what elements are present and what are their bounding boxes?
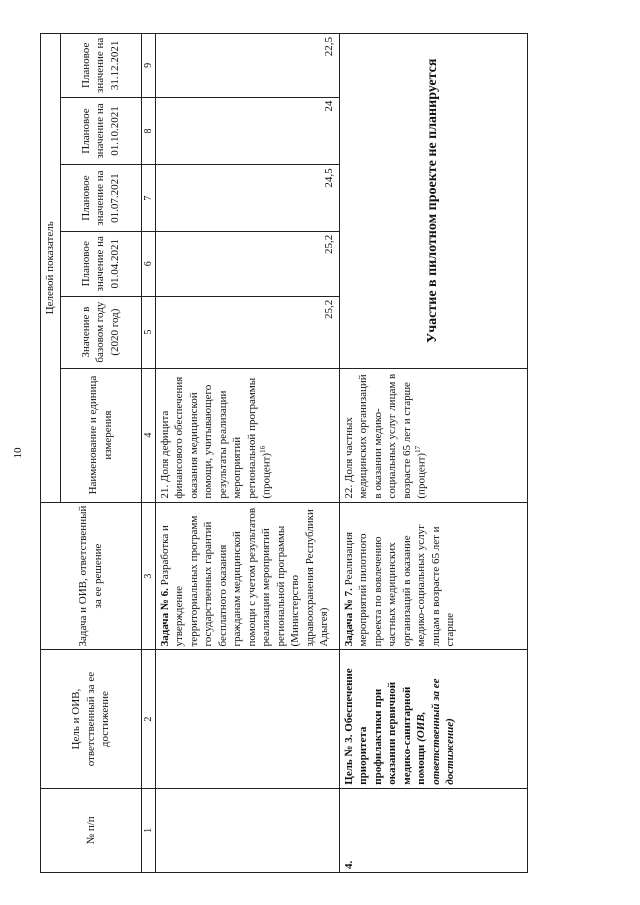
goal-3-text: Цель № 3. Обеспечение приоритета профилактики при оказании первичной медико-санитарной помощи	[342, 668, 428, 785]
value-0104: 25,2	[155, 231, 339, 296]
goal-3-oiv: (ОИВ, ответственный за ее достижение)	[415, 678, 457, 785]
task-7-text: Реализация мероприятий пилотного проекта по вовлечению частных медицинских организаций в оказание медико-социальных услуг лицам в возрасте 65 лет и старше	[342, 524, 457, 647]
header-plan-0104: Плановое значение на 01.04.2021	[60, 231, 141, 296]
header-task: Задача и ОИВ, ответственный за ее решение	[41, 502, 142, 650]
index-row	[141, 34, 155, 873]
empty-goal-cell	[155, 650, 339, 788]
header-target-indicator: Целевой показатель	[41, 34, 61, 503]
table-row-4	[339, 34, 527, 873]
header-plan-0107: Плановое значение на 01.07.2021	[60, 165, 141, 231]
index-cell: 6	[141, 231, 155, 296]
empty-num-cell	[155, 788, 339, 872]
index-cell: 4	[141, 368, 155, 502]
index-cell: 3	[141, 502, 155, 650]
value-0110: 24	[155, 97, 339, 165]
footnote-17: 17	[414, 445, 423, 453]
footnote-16: 16	[259, 445, 268, 453]
index-cell: 8	[141, 97, 155, 165]
index-cell: 5	[141, 296, 155, 368]
header-plan-3112: Плановое значение на 31.12.2021	[60, 34, 141, 98]
header-goal: Цель и ОИВ, ответственный за ее достижение	[41, 650, 142, 788]
task-6-cell	[155, 502, 339, 650]
task-7-cell	[339, 502, 527, 650]
index-cell: 7	[141, 165, 155, 231]
task-6-title: Задача № 6.	[158, 588, 171, 647]
indicator-21-cell	[155, 368, 339, 502]
header-name-unit: Наименование и единица измерения	[60, 368, 141, 502]
page-number: 10	[12, 447, 24, 459]
index-cell: 9	[141, 34, 155, 98]
indicator-21-text: 21. Доля дефицита финансового обеспечения оказания медицинской помощи, учитывающего результаты реализации мероприятий региональной программы (процент)	[158, 376, 273, 499]
goal-3-cell	[339, 650, 527, 788]
header-base-value: Значение в базовом году (2020 год)	[60, 296, 141, 368]
index-cell: 1	[141, 788, 155, 872]
value-3112: 22,5	[155, 34, 339, 98]
value-0107: 24,5	[155, 165, 339, 231]
index-cell: 2	[141, 650, 155, 788]
header-plan-0110: Плановое значение на 01.10.2021	[60, 97, 141, 165]
rotated-table-wrapper	[40, 33, 528, 873]
row-4-num: 4.	[339, 788, 527, 872]
no-participation-note: Участие в пилотном проекте не планируется	[339, 34, 527, 369]
task-6-text: Разработка и утверждение территориальных программ государственных гарантий бесплатного оказания гражданам медицинской помощи с учетом результатов реализации мероприятий региональной программы (Министерство здравоохранения Республики Адыгея)	[158, 507, 331, 647]
indicator-22-cell	[339, 368, 527, 502]
header-row-1	[41, 34, 61, 873]
table-row-task-6	[155, 34, 339, 873]
header-num: № п/п	[41, 788, 142, 872]
indicator-22-text: 22. Доля частных медицинских организаций в оказании медико-социальных услуг лицам в возрасте 65 лет и старше (процент)	[342, 373, 428, 499]
task-7-title: Задача № 7.	[342, 588, 355, 647]
value-base: 25,2	[155, 296, 339, 368]
indicator-table	[40, 33, 528, 873]
